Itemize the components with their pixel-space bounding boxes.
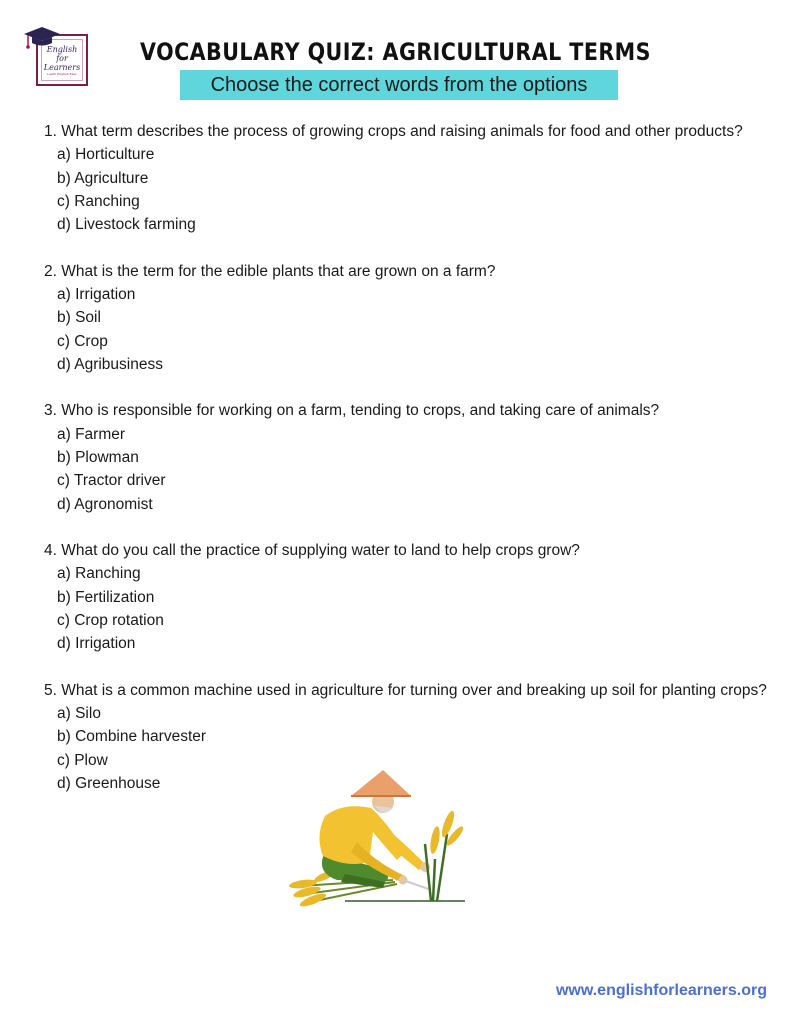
option-list	[44, 423, 774, 516]
option-c: c) Ranching	[57, 192, 140, 210]
question-text: 4. What do you call the practice of supplying water to land to help crops grow?	[44, 542, 580, 560]
question-text: 1. What term describes the process of growing crops and raising animals for food and other products?	[44, 123, 743, 140]
option-d: d) Livestock farming	[57, 216, 196, 234]
option-list	[44, 562, 774, 655]
option-a: a) Farmer	[57, 425, 126, 443]
option-c: c) Plow	[57, 751, 108, 769]
option-d: d) Greenhouse	[57, 774, 161, 792]
option-a: a) Horticulture	[57, 146, 155, 164]
logo-line-1: English	[46, 44, 78, 54]
option-d: d) Agribusiness	[57, 355, 163, 373]
option-c: c) Tractor driver	[57, 472, 166, 490]
option-a: a) Irrigation	[57, 285, 136, 303]
option-b: b) Agriculture	[57, 169, 149, 187]
logo-line-3: Learners	[43, 62, 81, 72]
option-d: d) Irrigation	[57, 635, 136, 653]
option-list	[44, 143, 774, 236]
question-text: 5. What is a common machine used in agriculture for turning over and breaking up soil for planting crops?	[44, 681, 767, 699]
question-text: 3. Who is responsible for working on a farm, tending to crops, and taking care of animals?	[44, 402, 660, 420]
page-title: VOCABULARY QUIZ: AGRICULTURAL TERMS	[140, 38, 651, 66]
option-c: c) Crop rotation	[57, 611, 164, 629]
question-1	[44, 120, 774, 236]
question-3	[44, 399, 774, 515]
question-4	[44, 539, 774, 655]
option-b: b) Plowman	[57, 448, 139, 466]
logo-tagline: Learn English Easy	[47, 71, 77, 76]
logo-line-2: for	[56, 53, 68, 63]
question-text: 2. What is the term for the edible plants that are grown on a farm?	[44, 262, 496, 280]
footer-website-link[interactable]: www.englishforlearners.org	[555, 982, 767, 999]
option-a: a) Silo	[57, 704, 101, 722]
option-b: b) Combine harvester	[57, 728, 207, 746]
option-b: b) Soil	[57, 309, 101, 327]
question-2	[44, 260, 774, 376]
option-c: c) Crop	[57, 332, 108, 350]
option-a: a) Ranching	[57, 565, 141, 583]
farmer-harvesting-icon	[285, 764, 485, 914]
option-list	[44, 283, 774, 376]
quiz-questions	[44, 120, 774, 818]
option-b: b) Fertilization	[57, 588, 155, 606]
option-d: d) Agronomist	[57, 495, 153, 513]
page-subtitle: Choose the correct words from the options	[180, 70, 618, 100]
